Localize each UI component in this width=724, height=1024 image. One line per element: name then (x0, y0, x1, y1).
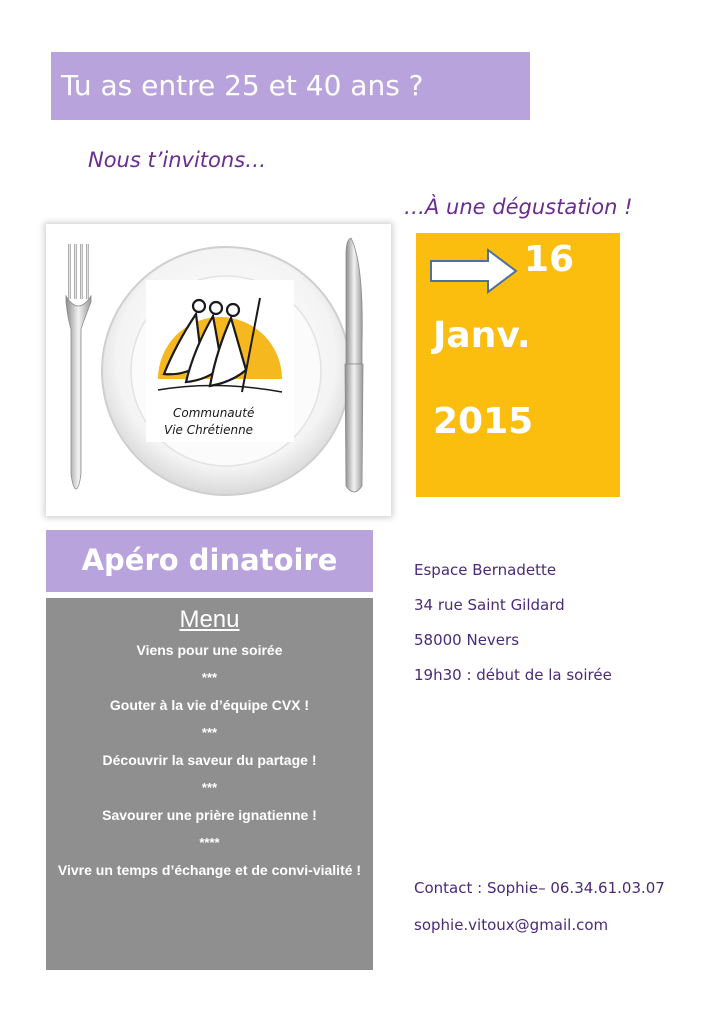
logo-line2: Vie Chrétienne (164, 423, 254, 437)
menu-list (46, 640, 373, 880)
menu-entry: Gouter à la vie d’équipe CVX ! (109, 697, 310, 713)
logo-line1: Communauté (173, 406, 255, 420)
date-month: Janv. (433, 315, 531, 356)
tasting-text: …À une dégustation ! (404, 195, 633, 219)
venue-name: Espace Bernadette (414, 561, 557, 579)
menu-entry: Découvrir la saveur du partage ! (102, 752, 317, 768)
headline-text: Tu as entre 25 et 40 ans ? (61, 69, 424, 102)
arrow-right-icon (428, 247, 520, 295)
knife-icon (345, 238, 363, 492)
invite-text: Nous t’invitons… (88, 148, 267, 172)
apero-title: Apéro dinatoire (81, 543, 338, 577)
fork-icon (66, 244, 91, 489)
plate-illustration (46, 224, 391, 516)
contact-line: Contact : Sophie– 06.34.61.03.07 (414, 879, 665, 897)
venue-city: 58000 Nevers (414, 631, 520, 649)
menu-separator: *** (201, 725, 218, 740)
plate-image (46, 224, 391, 516)
menu-entry: Vivre un temps d’échange et de convi-vialité ! (57, 862, 362, 878)
menu-separator: *** (201, 780, 218, 795)
menu-title: Menu (179, 606, 240, 633)
menu-separator: *** (201, 670, 218, 685)
date-year: 2015 (433, 401, 534, 442)
menu-separator: **** (199, 835, 220, 850)
headline-banner (51, 52, 530, 120)
date-box (416, 233, 620, 497)
venue-street: 34 rue Saint Gildard (414, 596, 565, 614)
menu-panel (46, 598, 373, 970)
menu-entry: Viens pour une soirée (136, 642, 283, 658)
contact-email-link[interactable]: sophie.vitoux@gmail.com (414, 916, 609, 934)
venue-time: 19h30 : début de la soirée (414, 666, 612, 684)
date-day: 16 (524, 239, 575, 280)
cvx-logo-icon (146, 280, 294, 442)
menu-entry: Savourer une prière ignatienne ! (102, 807, 317, 823)
apero-banner (46, 530, 373, 592)
